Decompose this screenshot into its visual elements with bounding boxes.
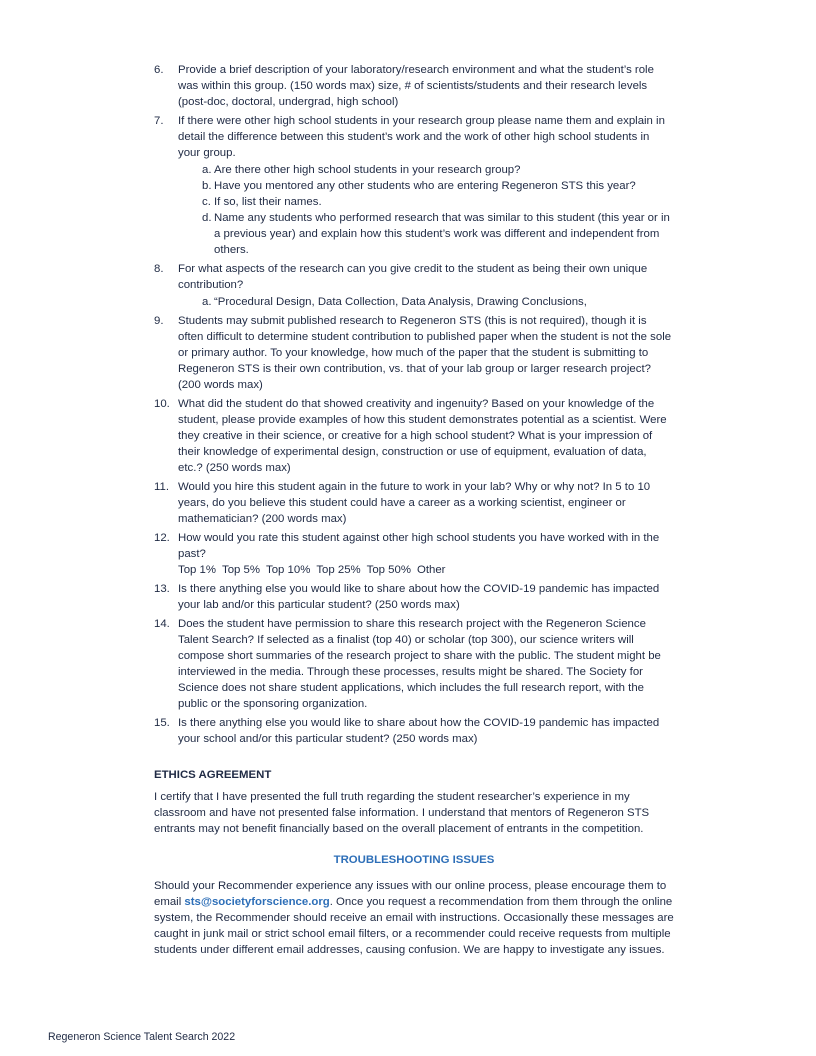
list-item <box>154 396 674 476</box>
list-item <box>154 62 674 110</box>
troubleshooting-section <box>154 852 674 958</box>
ethics-heading: ETHICS AGREEMENT <box>154 769 272 781</box>
rating-option: Top 1% <box>178 564 216 576</box>
sub-item <box>202 194 674 210</box>
sub-text: “Procedural Design, Data Collection, Data Analysis, Drawing Conclusions, <box>214 296 587 308</box>
troubleshooting-text <box>154 878 674 958</box>
list-item <box>154 530 674 578</box>
sub-list <box>178 294 674 310</box>
sub-text: If so, list their names. <box>214 196 322 208</box>
sub-letter: c. <box>202 196 211 208</box>
ethics-section <box>154 767 674 837</box>
list-item <box>154 581 674 613</box>
item-text: If there were other high school students in your research group please name them and explain in detail the difference between this student’s work and the work of other high school students in your group. <box>178 115 665 159</box>
rating-option: Top 5% <box>222 564 260 576</box>
rating-option: Top 10% <box>266 564 311 576</box>
email-link[interactable]: sts@societyforscience.org <box>184 896 330 908</box>
sub-letter: a. <box>202 296 212 308</box>
item-number: 8. <box>154 263 164 275</box>
rating-option: Top 50% <box>366 564 411 576</box>
item-text: Does the student have permission to share this research project with the Regeneron Science Talent Search? If selected as a finalist (top 40) or scholar (top 300), our science writers will compose short summaries of the research project to share with the public. The student might be interviewed in the media. Through these processes, results might be shared. The Society for Science does not share student applications, which includes the full research report, with the public or the sponsoring organization. <box>178 618 661 710</box>
item-number: 10. <box>154 398 170 410</box>
page-footer: Regeneron Science Talent Search 2022 <box>48 1031 236 1043</box>
ethics-text: I certify that I have presented the full truth regarding the student researcher’s experience in my classroom and have not presented false information. I understand that mentors of Regeneron STS entrants may not benefit financially based on the overall placement of entrants in the competition. <box>154 791 650 835</box>
item-text: Would you hire this student again in the future to work in your lab? Why or why not? In 5 to 10 years, do you believe this student could have a career as a working scientist, engineer or mathematician? (200 words max) <box>178 481 651 525</box>
item-number: 6. <box>154 64 164 76</box>
rating-option: Top 25% <box>316 564 361 576</box>
troubleshooting-heading: TROUBLESHOOTING ISSUES <box>333 854 495 866</box>
item-number: 9. <box>154 315 164 327</box>
question-list <box>154 62 674 750</box>
list-item <box>154 313 674 393</box>
list-item <box>154 715 674 747</box>
sub-item <box>202 294 674 310</box>
item-number: 15. <box>154 717 170 729</box>
item-text: For what aspects of the research can you give credit to the student as being their own unique contribution? <box>178 263 648 291</box>
item-number: 13. <box>154 583 170 595</box>
sub-letter: b. <box>202 180 212 192</box>
sub-text: Have you mentored any other students who are entering Regeneron STS this year? <box>214 180 636 192</box>
item-text: Is there anything else you would like to share about how the COVID-19 pandemic has impacted your lab and/or this particular student? (250 words max) <box>178 583 660 611</box>
sub-text: Are there other high school students in your research group? <box>214 164 521 176</box>
sub-list <box>178 162 674 258</box>
item-text: Provide a brief description of your laboratory/research environment and what the student’s role was within this group. (150 words max) size, # of scientists/students and their research levels (post-doc, doctoral, undergrad, high school) <box>178 64 654 108</box>
item-number: 12. <box>154 532 170 544</box>
troubleshooting-text-before: Should your Recommender experience any issues with our online process, please encourage them to email <box>154 880 667 908</box>
list-item <box>154 113 674 258</box>
item-text: Is there anything else you would like to share about how the COVID-19 pandemic has impacted your school and/or this particular student? (250 words max) <box>178 717 660 745</box>
sub-item <box>202 162 674 178</box>
sub-letter: a. <box>202 164 212 176</box>
item-text: Students may submit published research to Regeneron STS (this is not required), though it is often difficult to determine student contribution to published paper when the student is not the sole or primary author. To your knowledge, how much of the paper that the student is submitting to Regeneron STS is their own contribution, vs. that of your lab group or larger research project? (200 words max) <box>178 315 672 391</box>
sub-text: Name any students who performed research that was similar to this student (this year or in a previous year) and explain how this student’s work was different and independent from others. <box>214 212 670 256</box>
rating-option: Other <box>416 564 446 576</box>
sub-item <box>202 178 674 194</box>
item-text: What did the student do that showed creativity and ingenuity? Based on your knowledge of the student, please provide examples of how this student demonstrates potential as a scientist. Were they creative in their science, or creative for a high school student? What is your impression of their knowledge of experimental design, construction or use of equipment, evaluation of data, etc.? (250 words max) <box>178 398 667 474</box>
list-item <box>154 616 674 712</box>
item-number: 7. <box>154 115 164 127</box>
list-item <box>154 479 674 527</box>
item-number: 11. <box>154 481 169 493</box>
sub-item <box>202 210 674 258</box>
item-text: How would you rate this student against other high school students you have worked with in the past? <box>178 532 660 560</box>
troubleshooting-text-after: . Once you request a recommendation from them through the online system, the Recommender should receive an email with instructions. Occasionally these messages are caught in junk mail or strict school email filters, or a recommender could receive requests from multiple students under different email addresses, causing confusion. We are happy to investigate any issues. <box>154 896 674 956</box>
sub-letter: d. <box>202 212 212 224</box>
list-item <box>154 261 674 310</box>
rating-options <box>178 562 674 578</box>
item-number: 14. <box>154 618 170 630</box>
